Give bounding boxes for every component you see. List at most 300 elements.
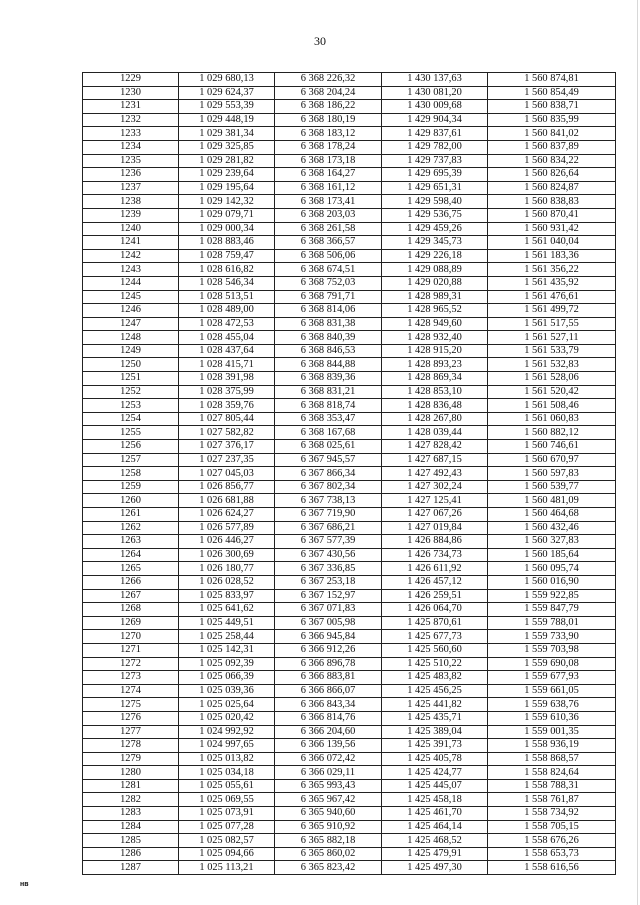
coord-y2-cell: 1 559 677,93 [488,671,616,685]
coord-y1-cell: 6 366 029,11 [275,766,382,780]
coord-y2-cell: 1 560 835,99 [488,113,616,127]
coord-y1-cell: 6 367 336,85 [275,562,382,576]
coord-x1-cell: 1 025 641,62 [179,603,275,617]
coord-y1-cell: 6 367 253,18 [275,575,382,589]
coord-x2-cell: 1 429 020,88 [382,276,488,290]
point-number-cell: 1270 [83,630,179,644]
coord-x2-cell: 1 429 782,00 [382,140,488,154]
coord-y1-cell: 6 368 025,61 [275,440,382,454]
table-row [83,154,616,168]
coord-y2-cell: 1 561 532,83 [488,358,616,372]
point-number-cell: 1237 [83,181,179,195]
coord-x1-cell: 1 029 381,34 [179,127,275,141]
page-number: 30 [314,34,326,48]
coord-y2-cell: 1 561 040,04 [488,236,616,250]
coord-x2-cell: 1 425 405,78 [382,752,488,766]
point-number-cell: 1238 [83,195,179,209]
coord-y2-cell: 1 561 508,46 [488,399,616,413]
coord-x1-cell: 1 028 375,99 [179,385,275,399]
coord-x1-cell: 1 025 113,21 [179,861,275,875]
coord-x2-cell: 1 429 459,26 [382,222,488,236]
coord-y1-cell: 6 367 945,57 [275,453,382,467]
point-number-cell: 1246 [83,304,179,318]
coord-x1-cell: 1 025 034,18 [179,766,275,780]
coord-y1-cell: 6 368 204,24 [275,86,382,100]
point-number-cell: 1230 [83,86,179,100]
coordinates-table-body [83,73,616,875]
point-number-cell: 1251 [83,372,179,386]
table-row [83,331,616,345]
table-row [83,603,616,617]
coord-y2-cell: 1 560 837,89 [488,140,616,154]
coord-y1-cell: 6 368 164,27 [275,168,382,182]
coord-y1-cell: 6 368 186,22 [275,100,382,114]
coord-x1-cell: 1 027 045,03 [179,467,275,481]
point-number-cell: 1271 [83,643,179,657]
coord-x2-cell: 1 429 651,31 [382,181,488,195]
table-row [83,181,616,195]
coord-y2-cell: 1 558 868,57 [488,752,616,766]
coord-y1-cell: 6 367 071,83 [275,603,382,617]
point-number-cell: 1233 [83,127,179,141]
coord-y2-cell: 1 560 854,49 [488,86,616,100]
point-number-cell: 1235 [83,154,179,168]
coord-y2-cell: 1 558 616,56 [488,861,616,875]
coord-x1-cell: 1 025 025,64 [179,698,275,712]
coord-y1-cell: 6 368 180,19 [275,113,382,127]
table-row [83,304,616,318]
coord-y1-cell: 6 368 818,74 [275,399,382,413]
coord-x1-cell: 1 025 073,91 [179,807,275,821]
point-number-cell: 1277 [83,725,179,739]
point-number-cell: 1254 [83,412,179,426]
coord-y2-cell: 1 560 670,97 [488,453,616,467]
coord-x1-cell: 1 025 258,44 [179,630,275,644]
coord-y2-cell: 1 561 356,22 [488,263,616,277]
coord-y1-cell: 6 367 577,39 [275,535,382,549]
coord-x2-cell: 1 428 949,60 [382,317,488,331]
coord-x1-cell: 1 025 077,28 [179,820,275,834]
coord-x1-cell: 1 028 455,04 [179,331,275,345]
table-row [83,276,616,290]
coord-y2-cell: 1 559 001,35 [488,725,616,739]
table-row [83,766,616,780]
coord-y1-cell: 6 368 173,18 [275,154,382,168]
coord-y1-cell: 6 366 912,26 [275,643,382,657]
coord-y2-cell: 1 561 183,36 [488,249,616,263]
point-number-cell: 1260 [83,494,179,508]
coord-x1-cell: 1 029 553,39 [179,100,275,114]
coord-y1-cell: 6 368 831,21 [275,385,382,399]
coord-y2-cell: 1 558 788,31 [488,779,616,793]
coord-y1-cell: 6 366 945,84 [275,630,382,644]
coord-x1-cell: 1 026 028,52 [179,575,275,589]
coord-x2-cell: 1 425 424,77 [382,766,488,780]
table-row [83,643,616,657]
table-row [83,127,616,141]
coord-y1-cell: 6 365 967,42 [275,793,382,807]
coord-x2-cell: 1 429 737,83 [382,154,488,168]
coord-x2-cell: 1 427 492,43 [382,467,488,481]
coord-x2-cell: 1 425 445,07 [382,779,488,793]
coord-x1-cell: 1 025 082,57 [179,834,275,848]
coord-x1-cell: 1 029 195,64 [179,181,275,195]
coord-y2-cell: 1 560 095,74 [488,562,616,576]
table-row [83,412,616,426]
coord-x2-cell: 1 425 458,18 [382,793,488,807]
coord-x2-cell: 1 426 259,51 [382,589,488,603]
coord-x2-cell: 1 426 611,92 [382,562,488,576]
coord-x1-cell: 1 026 300,69 [179,548,275,562]
coord-y1-cell: 6 365 860,02 [275,847,382,861]
coord-y2-cell: 1 561 499,72 [488,304,616,318]
table-row [83,113,616,127]
coord-x2-cell: 1 425 391,73 [382,739,488,753]
point-number-cell: 1279 [83,752,179,766]
point-number-cell: 1241 [83,236,179,250]
coord-y1-cell: 6 368 261,58 [275,222,382,236]
coord-y1-cell: 6 367 005,98 [275,616,382,630]
point-number-cell: 1287 [83,861,179,875]
coord-y1-cell: 6 365 882,18 [275,834,382,848]
point-number-cell: 1272 [83,657,179,671]
coord-x1-cell: 1 029 142,32 [179,195,275,209]
table-row [83,344,616,358]
coord-x2-cell: 1 429 904,34 [382,113,488,127]
point-number-cell: 1249 [83,344,179,358]
coord-x1-cell: 1 028 616,82 [179,263,275,277]
coord-x2-cell: 1 425 870,61 [382,616,488,630]
coord-x2-cell: 1 428 039,44 [382,426,488,440]
coord-y2-cell: 1 559 733,90 [488,630,616,644]
table-row [83,698,616,712]
coord-x1-cell: 1 027 582,82 [179,426,275,440]
coord-y1-cell: 6 367 152,97 [275,589,382,603]
coord-y1-cell: 6 368 203,03 [275,208,382,222]
point-number-cell: 1264 [83,548,179,562]
coord-x2-cell: 1 427 828,42 [382,440,488,454]
table-row [83,630,616,644]
coord-x2-cell: 1 427 125,41 [382,494,488,508]
coord-x1-cell: 1 028 359,76 [179,399,275,413]
point-number-cell: 1273 [83,671,179,685]
coord-y2-cell: 1 558 676,26 [488,834,616,848]
point-number-cell: 1252 [83,385,179,399]
coord-y1-cell: 6 368 846,53 [275,344,382,358]
coord-x2-cell: 1 427 067,26 [382,508,488,522]
coord-x1-cell: 1 026 577,89 [179,521,275,535]
coord-y1-cell: 6 366 896,78 [275,657,382,671]
coord-y2-cell: 1 559 847,79 [488,603,616,617]
table-row [83,236,616,250]
table-row [83,752,616,766]
coord-y2-cell: 1 560 327,83 [488,535,616,549]
coord-x1-cell: 1 028 391,98 [179,372,275,386]
table-row [83,494,616,508]
coord-y2-cell: 1 560 481,09 [488,494,616,508]
coord-x2-cell: 1 425 389,04 [382,725,488,739]
table-row [83,589,616,603]
coord-y1-cell: 6 366 814,76 [275,711,382,725]
coord-x2-cell: 1 426 064,70 [382,603,488,617]
table-row [83,100,616,114]
table-row [83,195,616,209]
coord-y2-cell: 1 560 838,71 [488,100,616,114]
coord-x1-cell: 1 028 513,51 [179,290,275,304]
coord-x2-cell: 1 425 464,14 [382,820,488,834]
table-row [83,317,616,331]
coord-y2-cell: 1 558 761,87 [488,793,616,807]
scan-edge-line [637,0,638,905]
coord-x2-cell: 1 425 435,71 [382,711,488,725]
coord-y2-cell: 1 561 528,06 [488,372,616,386]
coord-y2-cell: 1 560 826,64 [488,168,616,182]
table-row [83,793,616,807]
coord-y1-cell: 6 368 161,12 [275,181,382,195]
table-row [83,426,616,440]
point-number-cell: 1240 [83,222,179,236]
coord-x2-cell: 1 429 837,61 [382,127,488,141]
point-number-cell: 1250 [83,358,179,372]
coord-y1-cell: 6 366 883,81 [275,671,382,685]
coord-y2-cell: 1 559 788,01 [488,616,616,630]
point-number-cell: 1268 [83,603,179,617]
coord-y1-cell: 6 368 506,06 [275,249,382,263]
table-row [83,358,616,372]
coord-x1-cell: 1 029 239,64 [179,168,275,182]
coord-x1-cell: 1 028 472,53 [179,317,275,331]
coord-x2-cell: 1 429 345,73 [382,236,488,250]
coord-y1-cell: 6 367 802,34 [275,480,382,494]
point-number-cell: 1232 [83,113,179,127]
coord-y2-cell: 1 561 520,42 [488,385,616,399]
coord-x2-cell: 1 425 461,70 [382,807,488,821]
coord-x1-cell: 1 028 883,46 [179,236,275,250]
coord-x2-cell: 1 428 836,48 [382,399,488,413]
table-row [83,222,616,236]
coord-x1-cell: 1 026 681,88 [179,494,275,508]
table-row [83,86,616,100]
coord-x2-cell: 1 427 687,15 [382,453,488,467]
point-number-cell: 1282 [83,793,179,807]
coord-x1-cell: 1 026 446,27 [179,535,275,549]
point-number-cell: 1247 [83,317,179,331]
coord-y2-cell: 1 561 476,61 [488,290,616,304]
table-row [83,290,616,304]
coord-x1-cell: 1 025 066,39 [179,671,275,685]
coord-y2-cell: 1 560 016,90 [488,575,616,589]
table-row [83,562,616,576]
coord-y2-cell: 1 559 703,98 [488,643,616,657]
coord-y1-cell: 6 368 844,88 [275,358,382,372]
point-number-cell: 1236 [83,168,179,182]
coord-x1-cell: 1 025 094,66 [179,847,275,861]
coord-x1-cell: 1 029 680,13 [179,73,275,87]
table-row [83,711,616,725]
coord-y2-cell: 1 558 734,92 [488,807,616,821]
coord-x1-cell: 1 028 437,64 [179,344,275,358]
coord-x2-cell: 1 428 869,34 [382,372,488,386]
coord-y1-cell: 6 368 831,38 [275,317,382,331]
table-row [83,508,616,522]
coord-y1-cell: 6 368 178,24 [275,140,382,154]
coord-x2-cell: 1 425 479,91 [382,847,488,861]
point-number-cell: 1231 [83,100,179,114]
point-number-cell: 1259 [83,480,179,494]
table-row [83,820,616,834]
point-number-cell: 1281 [83,779,179,793]
point-number-cell: 1248 [83,331,179,345]
coord-y1-cell: 6 368 183,12 [275,127,382,141]
table-row [83,372,616,386]
coord-y1-cell: 6 365 910,92 [275,820,382,834]
point-number-cell: 1234 [83,140,179,154]
coord-x2-cell: 1 427 019,84 [382,521,488,535]
coord-x1-cell: 1 025 449,51 [179,616,275,630]
point-number-cell: 1229 [83,73,179,87]
coord-x1-cell: 1 025 069,55 [179,793,275,807]
point-number-cell: 1245 [83,290,179,304]
coord-y2-cell: 1 560 838,83 [488,195,616,209]
point-number-cell: 1242 [83,249,179,263]
table-row [83,453,616,467]
point-number-cell: 1261 [83,508,179,522]
point-number-cell: 1280 [83,766,179,780]
coord-y2-cell: 1 560 432,46 [488,521,616,535]
coord-x1-cell: 1 025 092,39 [179,657,275,671]
coord-x2-cell: 1 430 009,68 [382,100,488,114]
point-number-cell: 1278 [83,739,179,753]
coord-y2-cell: 1 559 690,08 [488,657,616,671]
coord-x2-cell: 1 428 853,10 [382,385,488,399]
coord-y1-cell: 6 368 791,71 [275,290,382,304]
coord-y1-cell: 6 366 139,56 [275,739,382,753]
coord-x2-cell: 1 428 893,23 [382,358,488,372]
coord-y1-cell: 6 367 738,13 [275,494,382,508]
table-row [83,385,616,399]
coord-y1-cell: 6 368 674,51 [275,263,382,277]
table-row [83,467,616,481]
point-number-cell: 1255 [83,426,179,440]
coord-y2-cell: 1 561 527,11 [488,331,616,345]
coord-y1-cell: 6 366 072,42 [275,752,382,766]
coord-y2-cell: 1 561 533,79 [488,344,616,358]
coord-y1-cell: 6 366 204,60 [275,725,382,739]
coord-x1-cell: 1 029 079,71 [179,208,275,222]
coord-x1-cell: 1 027 376,17 [179,440,275,454]
point-number-cell: 1265 [83,562,179,576]
coord-y2-cell: 1 560 597,83 [488,467,616,481]
point-number-cell: 1258 [83,467,179,481]
coord-x1-cell: 1 029 000,34 [179,222,275,236]
coord-x2-cell: 1 429 598,40 [382,195,488,209]
coord-x1-cell: 1 025 055,61 [179,779,275,793]
coord-x1-cell: 1 028 759,47 [179,249,275,263]
coord-x2-cell: 1 426 884,86 [382,535,488,549]
point-number-cell: 1275 [83,698,179,712]
table-row [83,739,616,753]
table-row [83,847,616,861]
coord-y2-cell: 1 558 705,15 [488,820,616,834]
coord-x1-cell: 1 025 020,42 [179,711,275,725]
table-row [83,548,616,562]
coord-y2-cell: 1 560 931,42 [488,222,616,236]
coord-x1-cell: 1 028 415,71 [179,358,275,372]
coord-x2-cell: 1 428 267,80 [382,412,488,426]
coord-x1-cell: 1 029 281,82 [179,154,275,168]
point-number-cell: 1269 [83,616,179,630]
coord-x2-cell: 1 428 989,31 [382,290,488,304]
table-row [83,684,616,698]
coord-x1-cell: 1 026 856,77 [179,480,275,494]
coord-y2-cell: 1 559 922,85 [488,589,616,603]
point-number-cell: 1243 [83,263,179,277]
coord-x2-cell: 1 425 497,30 [382,861,488,875]
coord-y1-cell: 6 365 823,42 [275,861,382,875]
coord-x2-cell: 1 425 468,52 [382,834,488,848]
coord-y1-cell: 6 368 173,41 [275,195,382,209]
coord-y1-cell: 6 367 866,34 [275,467,382,481]
coord-y2-cell: 1 561 060,83 [488,412,616,426]
coord-y1-cell: 6 365 940,60 [275,807,382,821]
coordinates-table [82,72,616,875]
coord-x1-cell: 1 028 489,00 [179,304,275,318]
table-row [83,440,616,454]
point-number-cell: 1256 [83,440,179,454]
table-row [83,671,616,685]
table-row [83,249,616,263]
coord-x2-cell: 1 428 932,40 [382,331,488,345]
coord-y1-cell: 6 367 686,21 [275,521,382,535]
table-row [83,263,616,277]
point-number-cell: 1274 [83,684,179,698]
coord-y2-cell: 1 560 874,81 [488,73,616,87]
table-row [83,480,616,494]
coord-y2-cell: 1 560 464,68 [488,508,616,522]
coord-y1-cell: 6 368 353,47 [275,412,382,426]
coord-y2-cell: 1 561 517,55 [488,317,616,331]
table-row [83,575,616,589]
coord-y2-cell: 1 560 882,12 [488,426,616,440]
point-number-cell: 1239 [83,208,179,222]
coord-y1-cell: 6 368 814,06 [275,304,382,318]
table-row [83,807,616,821]
table-row [83,535,616,549]
coord-x1-cell: 1 025 833,97 [179,589,275,603]
coord-x2-cell: 1 425 483,82 [382,671,488,685]
coord-y1-cell: 6 366 866,07 [275,684,382,698]
table-row [83,834,616,848]
table-row [83,725,616,739]
coord-x1-cell: 1 028 546,34 [179,276,275,290]
footer-mark: нв [20,881,29,888]
coord-x2-cell: 1 429 695,39 [382,168,488,182]
coord-y2-cell: 1 558 936,19 [488,739,616,753]
coord-x1-cell: 1 029 624,37 [179,86,275,100]
coord-x1-cell: 1 024 997,65 [179,739,275,753]
point-number-cell: 1244 [83,276,179,290]
coord-x2-cell: 1 430 137,63 [382,73,488,87]
table-row [83,208,616,222]
coord-x2-cell: 1 425 510,22 [382,657,488,671]
table-row [83,779,616,793]
point-number-cell: 1285 [83,834,179,848]
coord-x2-cell: 1 429 536,75 [382,208,488,222]
coord-x1-cell: 1 024 992,92 [179,725,275,739]
point-number-cell: 1257 [83,453,179,467]
coord-y2-cell: 1 558 653,73 [488,847,616,861]
coord-y2-cell: 1 559 661,05 [488,684,616,698]
